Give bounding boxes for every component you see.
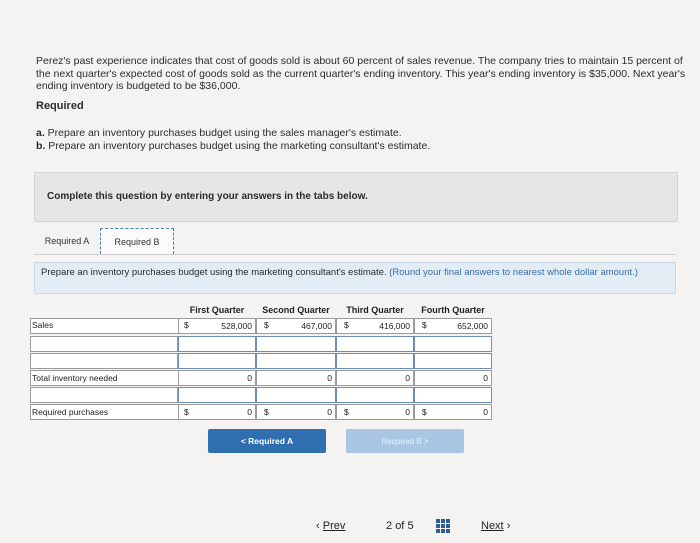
tab-required-b[interactable]: Required B [100, 228, 174, 254]
row-label-input-2[interactable] [30, 353, 178, 369]
purchases-q2: 0 [256, 404, 336, 420]
tabs-banner [34, 172, 678, 222]
currency-symbol: $ [264, 320, 269, 330]
input-row1-q2[interactable] [256, 336, 336, 352]
row-label-input-1[interactable] [30, 336, 178, 352]
currency-symbol: $ [184, 320, 189, 330]
input-row2-q3[interactable] [336, 353, 414, 369]
required-b-button: Required B > [346, 429, 464, 453]
input-row1-q3[interactable] [336, 336, 414, 352]
input-row2-q1[interactable] [178, 353, 256, 369]
part-a: a. Prepare an inventory purchases budget using the sales manager's estimate. [36, 127, 402, 139]
input-row1-q4[interactable] [414, 336, 492, 352]
row-label-input-3[interactable] [30, 387, 178, 403]
tab-panel-divider [34, 254, 676, 255]
currency-symbol: $ [184, 407, 189, 417]
instruction-box [34, 262, 676, 294]
currency-symbol: $ [264, 407, 269, 417]
part-b: b. Prepare an inventory purchases budget using the marketing consultant's estimate. [36, 140, 431, 152]
purchases-q3: 0 [336, 404, 414, 420]
total-q4: 0 [414, 370, 492, 386]
input-row3-q1[interactable] [178, 387, 256, 403]
total-q2: 0 [256, 370, 336, 386]
required-a-button[interactable]: < Required A [208, 429, 326, 453]
chevron-right-icon: › [506, 520, 511, 532]
currency-symbol: $ [344, 320, 349, 330]
col-header-q1: First Quarter [189, 305, 245, 315]
total-q1: 0 [178, 370, 256, 386]
rounding-note: (Round your final answers to nearest whole dollar amount.) [389, 267, 638, 278]
input-row3-q3[interactable] [336, 387, 414, 403]
grid-icon[interactable] [436, 519, 450, 533]
prev-link[interactable]: ‹ Prev [316, 520, 346, 532]
purchases-q4: 0 [414, 404, 492, 420]
input-row1-q1[interactable] [178, 336, 256, 352]
sales-q1: 528,000 [178, 318, 256, 334]
input-row3-q2[interactable] [256, 387, 336, 403]
required-heading: Required [36, 100, 84, 112]
page-indicator: 2 of 5 [386, 520, 414, 532]
question-intro: Perez's past experience indicates that cost of goods sold is about 60 percent of sales revenue. The company tries to maintain 15 percent of the next quarter's expected cost of goods sold as the current quarter's ending inventory. This year's ending inventory is $35,000. Next year's ending inventory is budgeted to be $36,000. [36, 55, 686, 92]
required-parts [36, 127, 430, 153]
input-row2-q4[interactable] [414, 353, 492, 369]
chevron-left-icon: ‹ [316, 520, 320, 532]
next-link[interactable]: Next › [481, 520, 511, 532]
col-header-q4: Fourth Quarter [421, 305, 485, 315]
purchases-q1: 0 [178, 404, 256, 420]
currency-symbol: $ [344, 407, 349, 417]
sales-q4: 652,000 [414, 318, 492, 334]
row-label-required-purchases: Required purchases [32, 407, 109, 417]
sales-q2: 467,000 [256, 318, 336, 334]
instruction-text: Prepare an inventory purchases budget using the marketing consultant's estimate. [41, 267, 390, 278]
col-header-q2: Second Quarter [262, 305, 330, 315]
input-row3-q4[interactable] [414, 387, 492, 403]
col-header-q3: Third Quarter [346, 305, 404, 315]
sales-q3: 416,000 [336, 318, 414, 334]
currency-symbol: $ [422, 320, 427, 330]
row-label-sales: Sales [32, 320, 54, 330]
tab-required-a[interactable]: Required A [34, 228, 100, 254]
input-row2-q2[interactable] [256, 353, 336, 369]
total-q3: 0 [336, 370, 414, 386]
currency-symbol: $ [422, 407, 427, 417]
row-label-total-inventory: Total inventory needed [32, 373, 118, 383]
banner-text: Complete this question by entering your answers in the tabs below. [47, 191, 368, 202]
